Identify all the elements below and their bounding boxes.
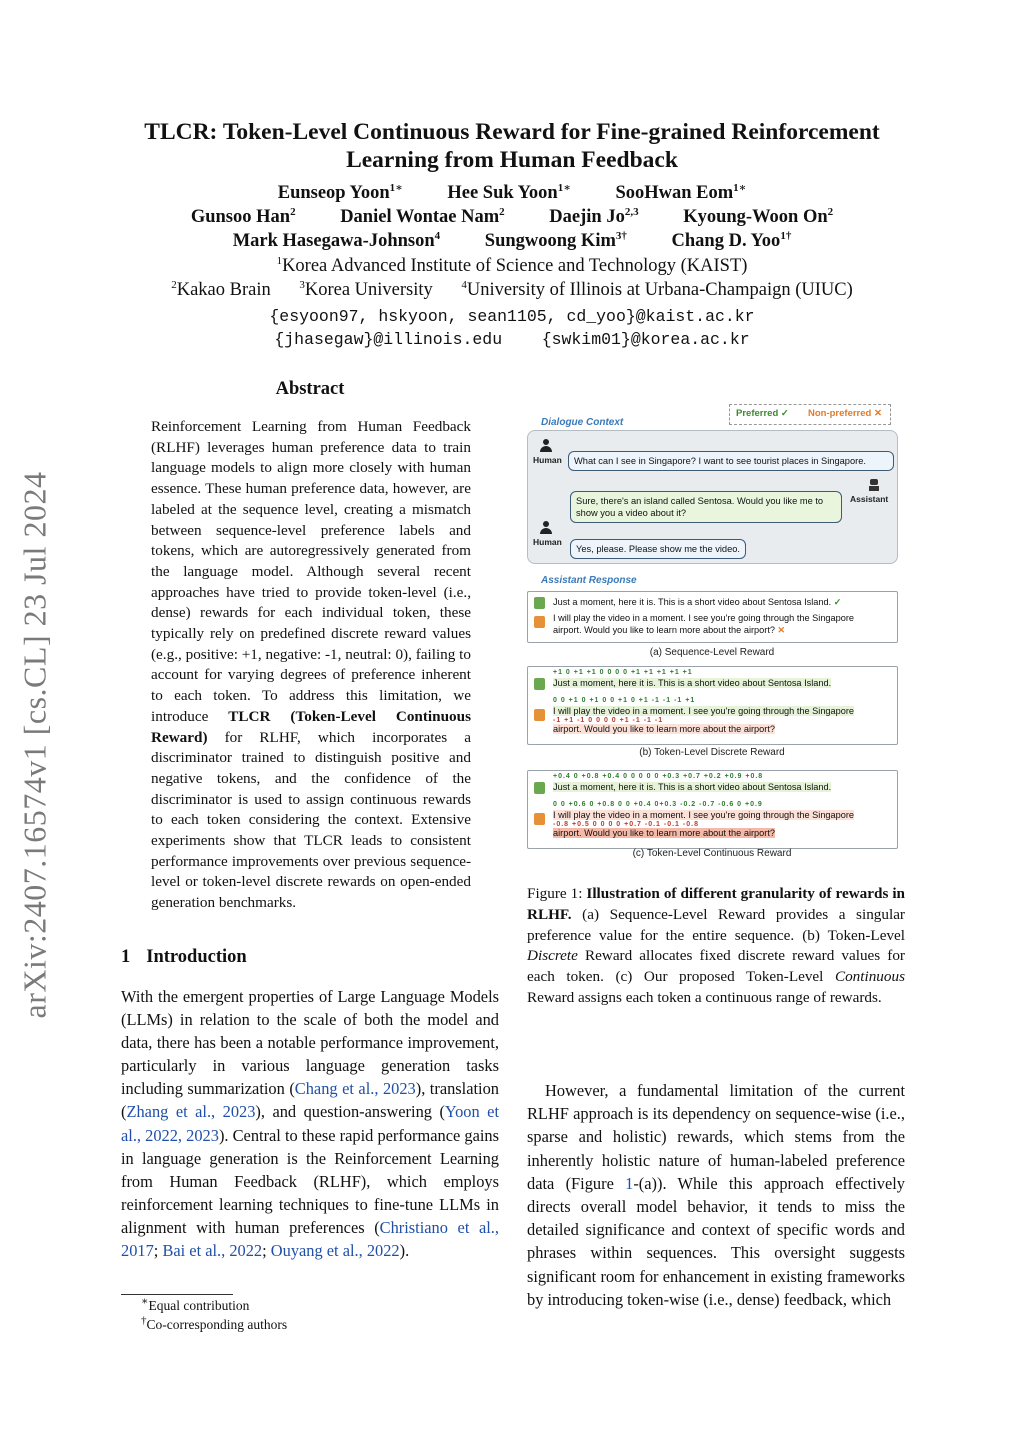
- affiliation-2: $^2$Kakao Brain $^3$Korea University $^4$University of Illinois at Urbana-Champaign (UIUC): [171, 278, 853, 300]
- author: Daejin Jo$^{2,3}$: [549, 205, 639, 227]
- subfig-caption-c: (c) Token-Level Continuous Reward: [632, 848, 792, 859]
- nonpreferred-response: airport. Would you like to learn more about the airport?: [553, 828, 775, 838]
- nonpreferred-response: I will play the video in a moment. I see you're going through the Singapore: [553, 706, 855, 716]
- author: Daniel Wontae Nam$^2$: [340, 205, 505, 227]
- human-message: What can I see in Singapore? I want to see tourist places in Singapore.: [568, 451, 894, 471]
- figure-caption: Figure 1: Illustration of different granularity of rewards in RLHF. (a) Sequence-Level Reward provides a singular preference value for the entire sequence. (b) Token-Level Discrete Reward allocates fixed discrete reward values for each token. (c) Our proposed Token-Level Continuous Reward assigns each token a continuous range of rewards.: [527, 885, 906, 1006]
- preferred-response: Just a moment, here it is. This is a short video about Sentosa Island. ✓: [553, 597, 842, 607]
- assistant-response-label: Assistant Response: [541, 575, 637, 586]
- citation-link[interactable]: Chang et al., 2023: [294, 1079, 416, 1099]
- token-scores: -0.8 +0.5 0 0 0 0 +0.7 -0.1 -0.1 -0.8: [553, 821, 699, 828]
- token-scores: 0 0 +1 0 +1 0 0 +1 0 +1 -1 -1 -1 +1: [553, 697, 696, 704]
- footnote: ∗Equal contribution: [141, 1295, 250, 1313]
- authors-row-3: [100, 231, 924, 252]
- token-continuous-box: [527, 770, 898, 849]
- authors-row-2: [100, 207, 924, 228]
- title-line-2: Learning from Human Feedback: [346, 147, 678, 173]
- assistant-icon: [868, 477, 880, 491]
- author: Sungwoong Kim$^{3\dagger}$: [484, 229, 627, 251]
- nonpreferred-response: airport. Would you like to learn more about the airport? ✕: [553, 625, 786, 635]
- title-line-1: TLCR: Token-Level Continuous Reward for Fine-grained Reinforcement: [144, 119, 880, 145]
- arxiv-stamp: arXiv:2407.16574v1 [cs.CL] 23 Jul 2024: [16, 471, 53, 1019]
- author: Mark Hasegawa-Johnson$^4$: [232, 229, 441, 251]
- robot-green-icon: [534, 678, 545, 690]
- speaker-label: Human: [533, 537, 562, 547]
- speaker-label: Human: [533, 455, 562, 465]
- footnote-rule: [121, 1294, 233, 1295]
- subfig-caption-a: (a) Sequence-Level Reward: [649, 647, 775, 658]
- paper-title: [100, 118, 924, 174]
- figure-legend: Preferred ✓ Non-preferred ✕: [729, 404, 891, 425]
- speaker-label: Assistant: [850, 494, 889, 504]
- figure-1: [524, 398, 900, 870]
- affiliation-1: $^1$Korea Advanced Institute of Science and Technology (KAIST): [276, 254, 748, 276]
- authors-row-1: [100, 183, 924, 204]
- author: Eunseop Yoon$^{1∗}$: [277, 181, 403, 203]
- preferred-response: Just a moment, here it is. This is a short video about Sentosa Island.: [553, 678, 832, 688]
- section-heading-introduction: 1 Introduction: [121, 947, 247, 967]
- check-icon: ✓: [780, 408, 789, 419]
- robot-green-icon: [534, 597, 545, 609]
- robot-orange-icon: [534, 813, 545, 825]
- human-icon: [540, 439, 552, 453]
- footnote: †Co-corresponding authors: [141, 1314, 288, 1332]
- abstract-body: Reinforcement Learning from Human Feedback (RLHF) leverages human preference data to train language models to align more closely with human essence. These human preference data, however, are labeled at the sequence level, creating a mismatch between sequence-level preference labels and tokens, which are autoregressively generated from the language model. Although several recent approaches have tried to provide token-level (i.e., dense) rewards for each individual token, these typically rely on predefined discrete reward values (e.g., positive: +1, negative: -1, neutral: 0), failing to account for varying degrees of preference inherent to each token. To address this limitation, we introduce TLCR (Token-Level Continuous Reward) for RLHF, which incorporates a discriminator trained to distinguish positive and negative tokens, and the confidence of the discriminator is used to assign continuous rewards to each token considering the context. Extensive experiments show that TLCR leads to consistent performance improvements over previous sequence-level or token-level discrete rewards on open-ended generation benchmarks.: [151, 418, 471, 912]
- check-icon: ✓: [833, 597, 842, 607]
- intro-paragraph: With the emergent properties of Large Language Models (LLMs) in relation to the scale of both the model and data, there has been a notable performance improvement, particularly in various language generation tasks including summarization (Chang et al., 2023), translation (Zhang et al., 2023), and question-answering (Yoon et al., 2022, 2023). Central to these rapid performance gains in language generation is the Reinforcement Learning from Human Feedback (RLHF), which employs reinforcement learning techniques to fine-tune LLMs in alignment with human preferences (Christiano et al., 2017; Bai et al., 2022; Ouyang et al., 2022).: [121, 987, 499, 1261]
- author: Hee Suk Yoon$^{1∗}$: [447, 181, 571, 203]
- token-discrete-box: [527, 666, 898, 745]
- token-scores: -1 +1 -1 0 0 0 0 +1 -1 -1 -1: [553, 717, 664, 724]
- citation-link[interactable]: Bai et al., 2022: [162, 1241, 263, 1261]
- subfig-caption-b: (b) Token-Level Discrete Reward: [639, 747, 785, 758]
- nonpreferred-response: I will play the video in a moment. I see you're going through the Singapore: [553, 810, 855, 820]
- email-line-1[interactable]: {esyoon97, hskyoon, sean1105, cd_yoo}@kaist.ac.kr: [269, 307, 755, 326]
- author: Kyoung-Woon On$^2$: [683, 205, 834, 227]
- assistant-message: Sure, there's an island called Sentosa. Would you like me to show you a video about it?: [570, 491, 842, 523]
- author: SooHwan Eom$^{1∗}$: [615, 181, 747, 203]
- nonpreferred-response: I will play the video in a moment. I see you're going through the Singapore: [553, 613, 855, 623]
- abstract-heading: Abstract: [275, 379, 345, 399]
- right-paragraph: However, a fundamental limitation of the current RLHF approach is its dependency on sequence-wise (i.e., sparse and holistic) rewards, which stems from the inherently holistic nature of human-labeled preference data (Figure 1-(a)). While this approach effectively directs overall model behavior, it tends to miss the detailed significance and context of specific words and phrases within sequences. This oversight suggests significant room for enhancement in existing frameworks by introducing token-wise (i.e., dense) feedback, which: [527, 1081, 905, 1309]
- dialogue-context-box: [527, 430, 898, 564]
- citation-link[interactable]: Christiano et al., 2017: [121, 1217, 499, 1261]
- token-scores: +0.4 0 +0.8 +0.4 0 0 0 0 0 +0.3 +0.7 +0.2 +0.9 +0.8: [553, 773, 764, 780]
- author: Chang D. Yoo$^{1\dagger}$: [671, 229, 792, 251]
- cross-icon: ✕: [777, 625, 786, 635]
- citation-link[interactable]: Zhang et al., 2023: [126, 1102, 256, 1122]
- human-message: Yes, please. Please show me the video.: [570, 539, 746, 559]
- human-icon: [540, 521, 552, 535]
- email-line-2[interactable]: {jhasegaw}@illinois.edu {swkim01}@korea.ac.kr: [274, 330, 750, 349]
- cross-icon: ✕: [873, 408, 882, 419]
- sequence-level-box: [527, 591, 898, 643]
- robot-orange-icon: [534, 709, 545, 721]
- nonpreferred-response: airport. Would you like to learn more about the airport?: [553, 724, 775, 734]
- author: Gunsoo Han$^2$: [190, 205, 296, 227]
- citation-link[interactable]: Ouyang et al., 2022: [270, 1241, 400, 1261]
- preferred-response: Just a moment, here it is. This is a short video about Sentosa Island.: [553, 782, 832, 792]
- robot-orange-icon: [534, 616, 545, 628]
- figure-ref-link[interactable]: 1: [625, 1173, 634, 1193]
- dialogue-context-label: Dialogue Context: [541, 417, 624, 428]
- citation-link[interactable]: Yoon et al., 2022, 2023: [121, 1102, 499, 1145]
- token-scores: 0 0 +0.6 0 +0.8 0 0 +0.4 0+0.3 -0.2 -0.7 -0.6 0 +0.9: [553, 801, 763, 808]
- token-scores: +1 0 +1 +1 0 0 0 0 +1 +1 +1 +1 +1: [553, 669, 693, 676]
- robot-green-icon: [534, 782, 545, 794]
